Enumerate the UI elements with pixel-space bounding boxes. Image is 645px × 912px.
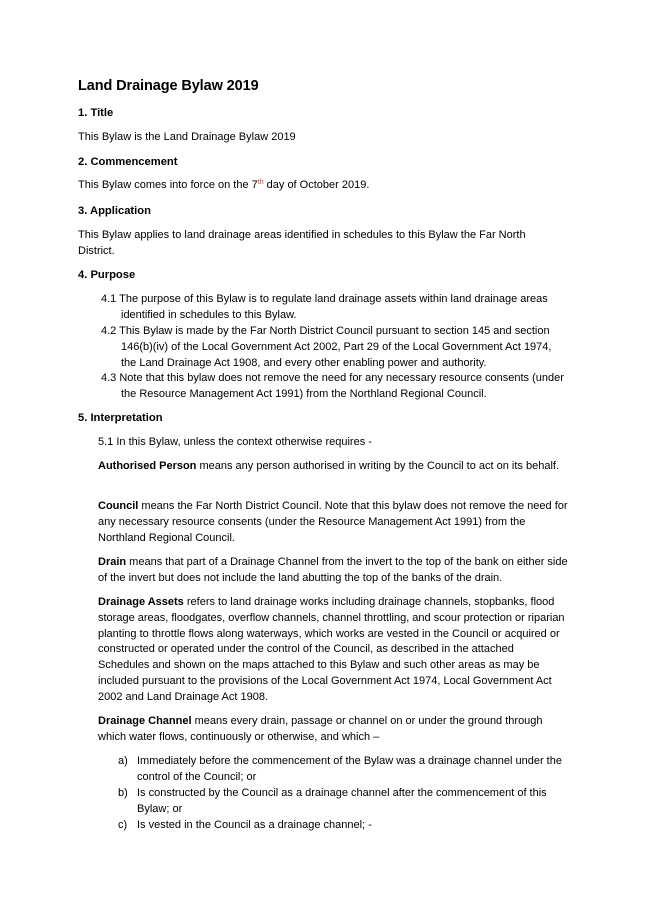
definition-term: Drain <box>98 556 127 568</box>
section-2-heading: 2. Commencement <box>78 156 178 168</box>
section-1-text: This Bylaw is the Land Drainage Bylaw 2019 <box>78 131 296 143</box>
purpose-item: 4.2 This Bylaw is made by the Far North District Council pursuant to section 145 and section 146(b)(iv) of the Local Government Act 2002, Part 29 of the Local Government Act 1974, the Land Drainage Act 1908, and every other enabling power and authority. <box>101 325 552 369</box>
interpretation-intro: 5.1 In this Bylaw, unless the context otherwise requires - <box>98 436 372 448</box>
section-5-heading: 5. Interpretation <box>78 412 163 424</box>
definition-term: Council <box>98 500 139 512</box>
ordinal-suffix: th <box>257 179 264 186</box>
sub-item-text: Is vested in the Council as a drainage channel; - <box>137 819 372 831</box>
drainage-channel-sub-item <box>118 786 568 818</box>
definition-council <box>98 499 568 546</box>
section-4-heading: 4. Purpose <box>78 269 136 281</box>
section-3-heading: 3. Application <box>78 205 151 217</box>
definition-text: means that part of a Drainage Channel from the invert to the top of the bank on either side of the invert but does not include the land abutting the top of the banks of the drain. <box>98 556 568 584</box>
section-2-text-after: day of October 2019. <box>263 179 370 191</box>
drainage-channel-sub-item <box>118 754 568 786</box>
definition-text: means any person authorised in writing by the Council to act on its behalf. <box>196 460 559 472</box>
purpose-item: 4.1 The purpose of this Bylaw is to regulate land drainage assets within land drainage areas identified in schedules to this Bylaw. <box>101 293 548 321</box>
sub-item-label: c) <box>118 819 128 831</box>
definition-text: refers to land drainage works including drainage channels, stopbanks, flood storage areas, floodgates, overflow channels, channel throttling, and scour protection or riparian planting to throttle flows along waterways, which works are vested in the Council or acquired or constructed or operated under the control of the Council, as described in the attached Schedules and shown on the maps attached to this Bylaw and such other areas as may be included pursuant to the provisions of the Local Government Act 1974, Local Government Act 2002 and Land Drainage Act 1908. <box>98 596 565 703</box>
sub-item-label: a) <box>118 755 128 767</box>
definition-text: means every drain, passage or channel on or under the ground through which water flows, continuously or otherwise, and which – <box>98 715 543 743</box>
purpose-item: 4.3 Note that this bylaw does not remove the need for any necessary resource consents (under the Resource Management Act 1991) from the Northland Regional Council. <box>101 372 564 400</box>
definition-authorised-person <box>98 459 568 475</box>
section-3-text: This Bylaw applies to land drainage areas identified in schedules to this Bylaw the Far North District. <box>78 229 526 257</box>
definition-term: Drainage Assets <box>98 596 184 608</box>
drainage-channel-sub-item <box>118 818 568 834</box>
definition-term: Authorised Person <box>98 460 197 472</box>
document-title: Land Drainage Bylaw 2019 <box>78 78 259 94</box>
definition-drain <box>98 555 568 587</box>
sub-item-text: Is constructed by the Council as a drainage channel after the commencement of this Bylaw; or <box>137 787 547 815</box>
definition-drainage-channel <box>98 714 568 746</box>
definition-term: Drainage Channel <box>98 715 192 727</box>
definition-drainage-assets <box>98 595 568 706</box>
section-1-heading: 1. Title <box>78 107 114 119</box>
sub-item-text: Immediately before the commencement of the Bylaw was a drainage channel under the control of the Council; or <box>137 755 562 783</box>
definition-text: means the Far North District Council. Note that this bylaw does not remove the need for any necessary resource consents (under the Resource Management Act 1991) from the Northland Regional Council. <box>98 500 568 544</box>
section-2-text <box>78 178 558 194</box>
sub-item-label: b) <box>118 787 128 799</box>
section-2-text-before: This Bylaw comes into force on the 7 <box>78 179 258 191</box>
